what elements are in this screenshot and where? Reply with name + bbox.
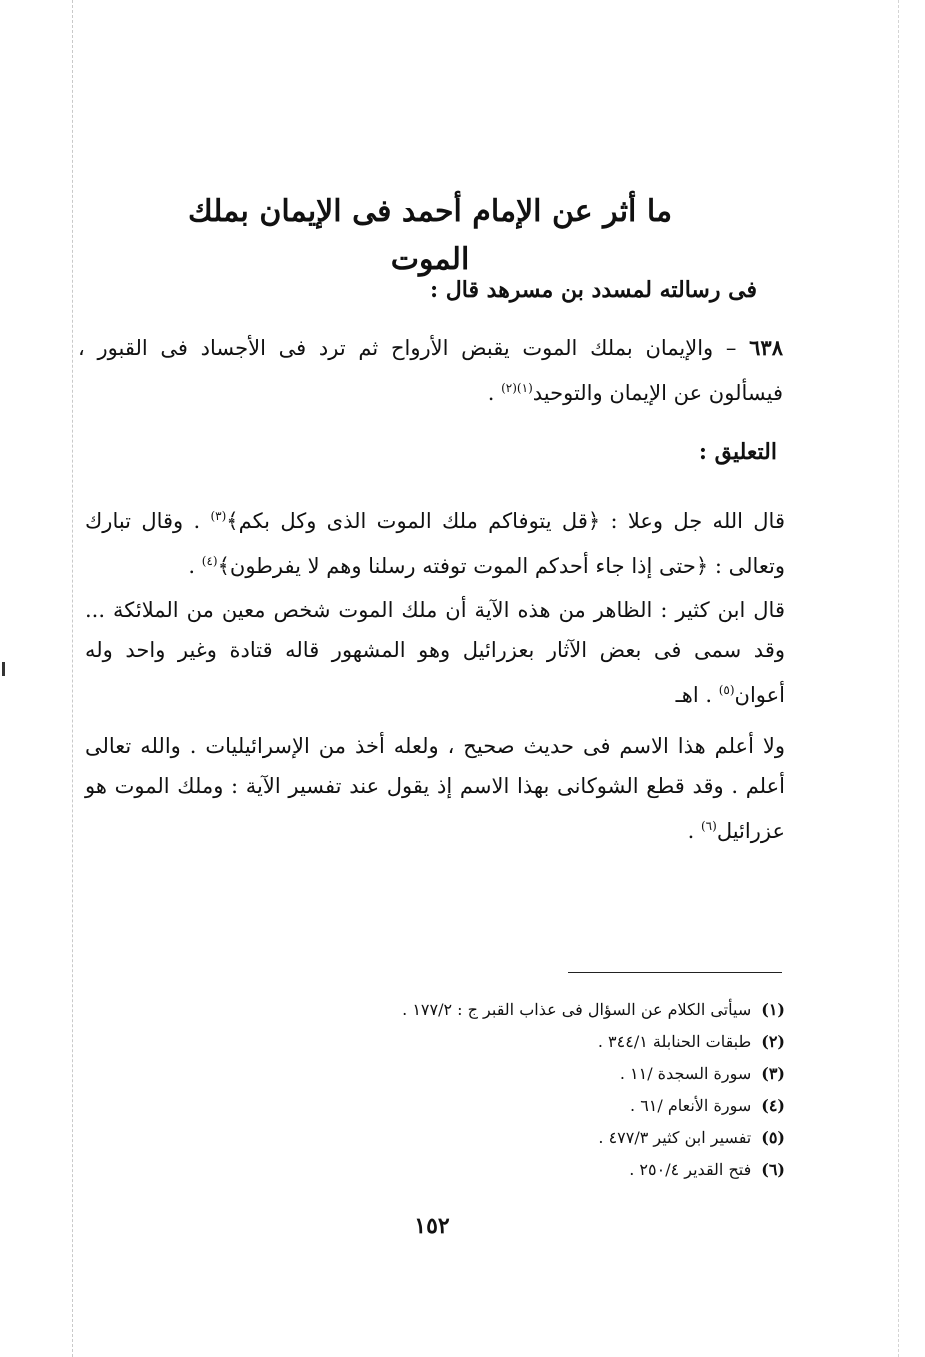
footnote-item	[225, 1090, 785, 1122]
footnotes-list	[225, 994, 785, 1186]
paragraph-text: ولا أعلم هذا الاسم فى حديث صحيح ، ولعله أخذ من الإسرائيليات . والله تعالى أعلم . وقد قطع الشوكانى بهذا الاسم إذ يقول عند تفسير الآية : وملك الموت هو عزرائيل	[85, 734, 785, 843]
footnote-item	[225, 1122, 785, 1154]
page-number: ١٥٢	[414, 1213, 450, 1239]
paragraph-end: . اهـ	[675, 683, 719, 707]
footnote-item	[225, 1026, 785, 1058]
paragraph-text: قال الله جل وعلا : ﴿قل يتوفاكم ملك الموت الذى وكل بكم﴾	[226, 509, 785, 533]
final-paragraph	[85, 726, 785, 851]
footnote-item	[225, 1154, 785, 1186]
footnote-number: (٦)	[761, 1160, 785, 1179]
footnote-ref: (٤)	[201, 554, 218, 568]
paragraph-end: .	[687, 819, 701, 843]
footnote-text: سورة السجدة /١١ .	[619, 1064, 752, 1083]
quran-paragraph	[85, 496, 785, 586]
footnote-text: فتح القدير ٢٥٠/٤ .	[629, 1160, 752, 1179]
paragraph-text: . وقال تبارك وتعالى : ﴿حتى إذا جاء أحدكم الموت توفته رسلنا وهم لا يفرطون﴾	[85, 509, 785, 578]
footnote-ref: (٣)	[210, 509, 227, 523]
footnote-number: (٤)	[761, 1096, 785, 1115]
scan-fold-line	[72, 0, 73, 1357]
footnote-item	[225, 994, 785, 1026]
hadith-paragraph	[78, 328, 783, 413]
paragraph-text: قال ابن كثير : الظاهر من هذه الآية أن ملك الموت شخص معين من الملائكة ... وقد سمى فى بعض الآثار بعزرائيل وهو المشهور قاله قتادة وغير واحد وله أعوان	[85, 598, 785, 707]
footnote-number: (٣)	[761, 1064, 785, 1083]
footnote-ref: (١)(٢)	[501, 381, 533, 395]
hadith-number: ٦٣٨	[749, 335, 783, 360]
footnote-text: طبقات الحنابلة ٣٤٤/١ .	[597, 1032, 752, 1051]
scan-fold-line	[898, 0, 899, 1357]
footnote-separator	[568, 972, 782, 973]
footnote-number: (٢)	[761, 1032, 785, 1051]
footnote-number: (١)	[761, 1000, 785, 1019]
footnote-ref: (٦)	[700, 819, 717, 833]
footnote-item	[225, 1058, 785, 1090]
footnote-text: سورة الأنعام /٦١ .	[630, 1096, 752, 1115]
ibn-kathir-paragraph	[85, 590, 785, 715]
footnote-number: (٥)	[761, 1128, 785, 1147]
footnote-text: سيأتى الكلام عن السؤال فى عذاب القبر ج : ١٧٧/٢ .	[402, 1000, 752, 1019]
footnote-text: تفسير ابن كثير ٤٧٧/٣ .	[598, 1128, 752, 1147]
hadith-text: – والإيمان بملك الموت يقبض الأرواح ثم ترد فى الأجساد فى القبور ، فيسألون عن الإيمان والتوحيد	[78, 336, 783, 405]
intro-line: فى رسالته لمسدد بن مسرهد قال :	[430, 277, 757, 303]
hadith-end: .	[487, 381, 502, 405]
paragraph-end: .	[188, 554, 202, 578]
chapter-title: ما أثر عن الإمام أحمد فى الإيمان بملك الموت	[187, 194, 673, 277]
commentary-heading: التعليق :	[698, 439, 777, 465]
scan-edge-mark	[2, 662, 5, 676]
footnote-ref: (٥)	[718, 683, 735, 697]
